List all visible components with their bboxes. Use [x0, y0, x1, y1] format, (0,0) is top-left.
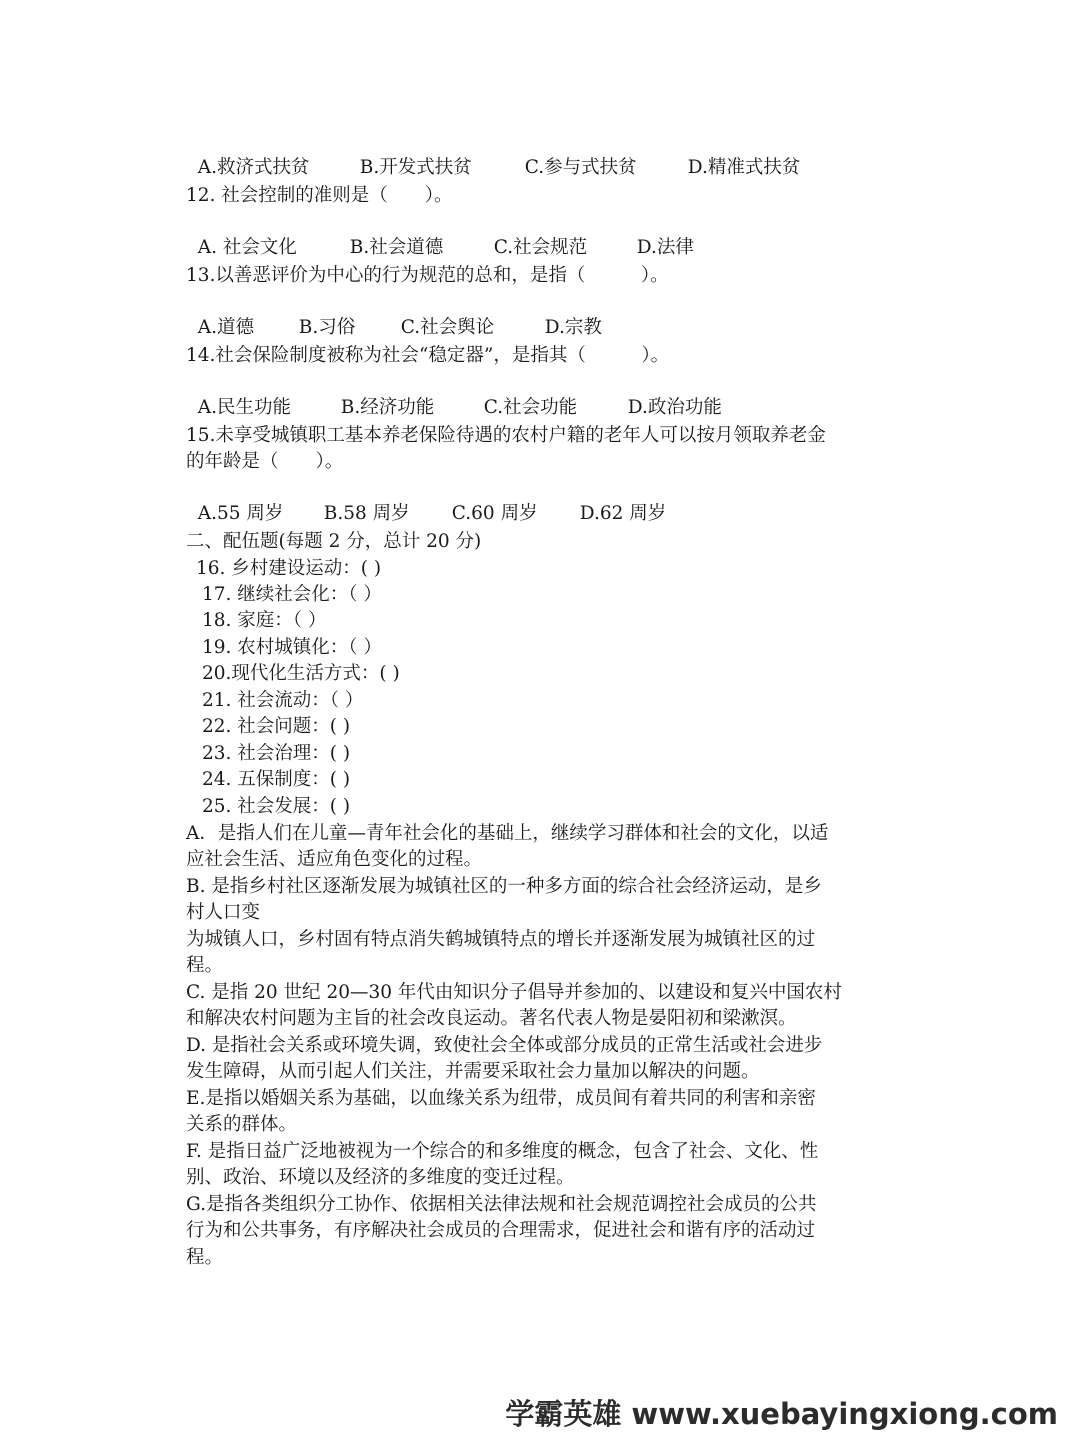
definition-line: C. 是指 20 世纪 20—30 年代由知识分子倡导并参加的、以建设和复兴中国农村 — [186, 982, 842, 1003]
matching-item: 22. 社会问题：( ) — [202, 716, 351, 737]
q11-option-b: B.开发式扶贫 — [359, 157, 472, 178]
definition-line: 程。 — [186, 1247, 224, 1268]
definition-line: 村人口变 — [186, 902, 261, 923]
definition-line: 别、政治、环境以及经济的多维度的变迁过程。 — [186, 1167, 575, 1188]
q13-option-d: D.宗教 — [544, 317, 602, 338]
definition-line: 为城镇人口，乡村固有特点消失鹤城镇特点的增长并逐渐发展为城镇社区的过 — [186, 929, 816, 950]
matching-item: 16. 乡村建设运动：( ) — [196, 558, 382, 579]
matching-item: 24. 五保制度：( ) — [202, 769, 351, 790]
q12-option-a: A. 社会文化 — [197, 237, 297, 258]
q15-option-d: D.62 周岁 — [579, 503, 667, 524]
q11-option-a: A.救济式扶贫 — [197, 157, 310, 178]
q12-option-b: B.社会道德 — [349, 237, 444, 258]
q15-option-a: A.55 周岁 — [197, 503, 284, 524]
q15-stem-line-1: 15.未享受城镇职工基本养老保险待遇的农村户籍的老年人可以按月领取养老金 — [186, 425, 826, 446]
q15-option-c: C.60 周岁 — [451, 503, 538, 524]
matching-item: 23. 社会治理：( ) — [202, 743, 351, 764]
q15-option-b: B.58 周岁 — [323, 503, 410, 524]
definition-line: A．是指人们在儿童—青年社会化的基础上，继续学习群体和社会的文化，以适 — [186, 823, 829, 844]
q12-option-c: C.社会规范 — [493, 237, 588, 258]
definition-line: E.是指以婚姻关系为基础，以血缘关系为纽带，成员间有着共同的利害和亲密 — [186, 1088, 816, 1109]
matching-item: 25. 社会发展：( ) — [202, 796, 351, 817]
definition-line: F. 是指日益广泛地被视为一个综合的和多维度的概念，包含了社会、文化、性 — [186, 1141, 819, 1162]
definition-line: 程。 — [186, 955, 224, 976]
definition-line: D. 是指社会关系或环境失调，致使社会全体或部分成员的正常生活或社会进步 — [186, 1035, 823, 1056]
definition-line: 发生障碍，从而引起人们关注，并需要采取社会力量加以解决的问题。 — [186, 1061, 760, 1082]
q11-options — [186, 129, 800, 181]
site-watermark: 学霸英雄 www.xuebayingxiong.com — [505, 1397, 1058, 1431]
matching-item: 21. 社会流动：（ ） — [202, 690, 364, 711]
section-heading: 二、配伍题(每题 2 分，总计 20 分) — [186, 531, 482, 552]
q13-stem: 13.以善恶评价为中心的行为规范的总和，是指（ ）。 — [186, 265, 669, 286]
matching-item: 20.现代化生活方式：( ) — [202, 663, 400, 684]
definition-line: 关系的群体。 — [186, 1114, 298, 1135]
q13-option-a: A.道德 — [197, 317, 255, 338]
q11-option-d: D.精准式扶贫 — [687, 157, 801, 178]
definition-line: 应社会生活、适应角色变化的过程。 — [186, 849, 483, 870]
matching-item: 19. 农村城镇化：（ ） — [202, 637, 382, 658]
q15-stem-line-2: 的年龄是（ ）。 — [186, 451, 344, 472]
definition-line: 行为和公共事务，有序解决社会成员的合理需求，促进社会和谐有序的活动过 — [186, 1220, 816, 1241]
matching-item: 18. 家庭：（ ） — [202, 610, 327, 631]
q14-stem: 14.社会保险制度被称为社会“稳定器”，是指其（ ）。 — [186, 345, 670, 366]
definition-line: G.是指各类组织分工协作、依据相关法律法规和社会规范调控社会成员的公共 — [186, 1194, 817, 1215]
q14-option-c: C.社会功能 — [483, 397, 578, 418]
q12-stem: 12. 社会控制的准则是（ ）。 — [186, 185, 453, 206]
q14-options — [186, 369, 722, 421]
q15-options — [186, 475, 666, 527]
q14-option-d: D.政治功能 — [627, 397, 722, 418]
q14-option-a: A.民生功能 — [197, 397, 292, 418]
q13-option-b: B.习俗 — [298, 317, 356, 338]
q12-options — [186, 209, 694, 261]
q13-options — [186, 289, 602, 341]
q14-option-b: B.经济功能 — [340, 397, 435, 418]
definition-line: 和解决农村问题为主旨的社会改良运动。著名代表人物是晏阳初和梁漱溟。 — [186, 1008, 797, 1029]
definition-line: B. 是指乡村社区逐渐发展为城镇社区的一种多方面的综合社会经济运动，是乡 — [186, 876, 822, 897]
q12-option-d: D.法律 — [636, 237, 694, 258]
q11-option-c: C.参与式扶贫 — [524, 157, 637, 178]
q13-option-c: C.社会舆论 — [400, 317, 495, 338]
matching-item: 17. 继续社会化：（ ） — [202, 584, 382, 605]
